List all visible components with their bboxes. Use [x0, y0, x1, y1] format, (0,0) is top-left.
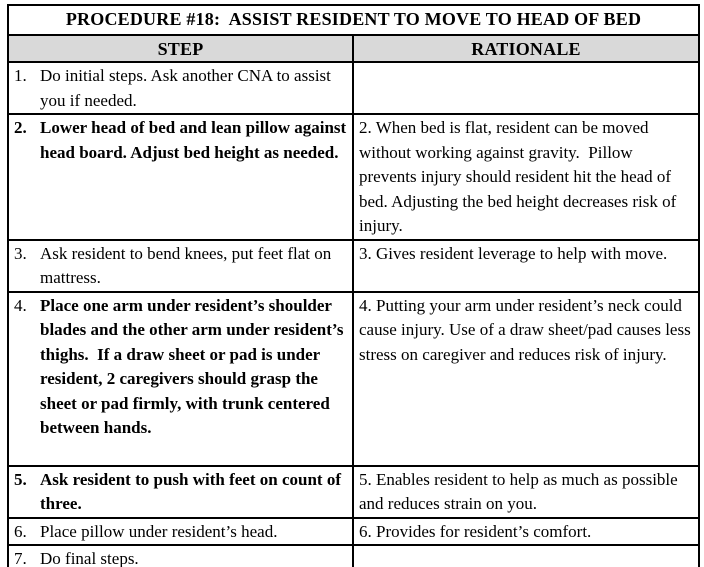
- step-text: Do final steps.: [40, 549, 139, 567]
- rationale-cell: 2. When bed is flat, resident can be moved without working against gravity. Pillow prevents injury should resident hit the head of bed. Adjusting the bed height decreases risk of injury.: [353, 114, 699, 240]
- step-number: 1.: [14, 66, 27, 85]
- rationale-cell: 3. Gives resident leverage to help with move.: [353, 240, 699, 292]
- step-cell: [8, 545, 353, 567]
- step-number: 5.: [14, 469, 27, 489]
- step-cell: [8, 518, 353, 546]
- rationale-cell: 6. Provides for resident’s comfort.: [353, 518, 699, 546]
- step-number: 3.: [14, 243, 27, 263]
- step-cell: [8, 466, 353, 518]
- rationale-cell: [353, 62, 699, 114]
- step-text: Ask resident to push with feet on count of three.: [40, 469, 346, 513]
- step-text: Place pillow under resident’s head.: [40, 521, 278, 541]
- table-row: [8, 466, 699, 518]
- step-number: 4.: [14, 295, 27, 315]
- table-row: [8, 545, 699, 567]
- title-row: [8, 5, 699, 35]
- step-text: Ask resident to bend knees, put feet flat on mattress.: [40, 243, 336, 287]
- step-number: 2.: [14, 118, 27, 137]
- step-text: Do initial steps. Ask another CNA to assist you if needed.: [40, 66, 336, 110]
- procedure-table: [7, 4, 700, 567]
- rationale-cell: [353, 545, 699, 567]
- step-cell: [8, 292, 353, 466]
- step-cell: [8, 62, 353, 114]
- column-header-rationale: RATIONALE: [353, 35, 699, 62]
- table-row: [8, 292, 699, 466]
- table-row: [8, 240, 699, 292]
- step-cell: [8, 114, 353, 240]
- table-title: PROCEDURE #18: ASSIST RESIDENT TO MOVE TO HEAD OF BED: [8, 5, 699, 35]
- step-number: 7.: [14, 549, 27, 567]
- column-header-step: STEP: [8, 35, 353, 62]
- table-row: [8, 62, 699, 114]
- step-text: Lower head of bed and lean pillow against head board. Adjust bed height as needed.: [40, 118, 351, 162]
- table-row: [8, 518, 699, 546]
- step-text: Place one arm under resident’s shoulder blades and the other arm under resident’s thighs. If a draw sheet or pad is under resident, 2 caregivers should grasp the sheet or pad firmly, with trunk centered between hands.: [40, 295, 348, 437]
- rationale-cell: 4. Putting your arm under resident’s neck could cause injury. Use of a draw sheet/pad causes less stress on caregiver and reduces risk of injury.: [353, 292, 699, 466]
- table-row: [8, 114, 699, 240]
- step-cell: [8, 240, 353, 292]
- column-header-row: [8, 35, 699, 62]
- step-number: 6.: [14, 521, 27, 541]
- rationale-cell: 5. Enables resident to help as much as possible and reduces strain on you.: [353, 466, 699, 518]
